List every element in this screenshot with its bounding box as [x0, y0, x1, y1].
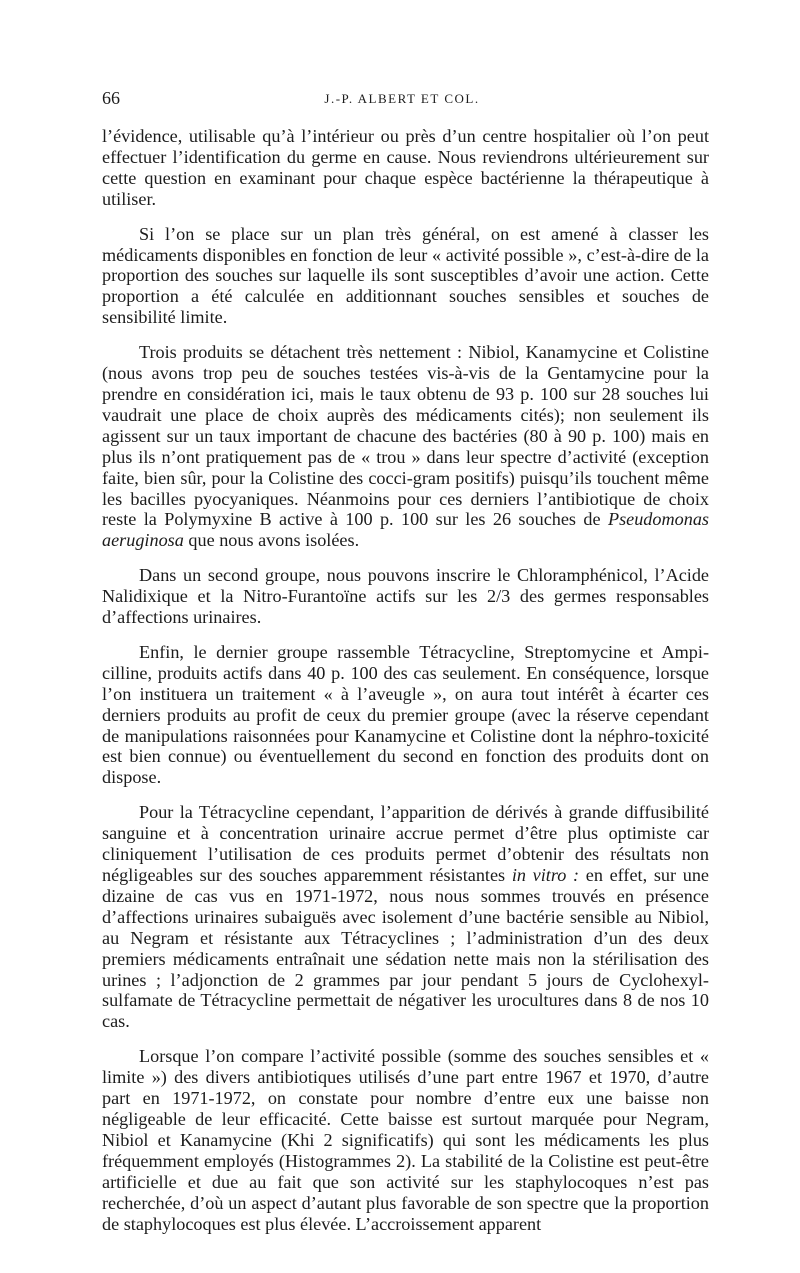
- italic-text: in vitro :: [511, 865, 580, 885]
- text-segment: Dans un second groupe, nous pouvons inscrire le Chloramphénicol, l’Acide Nalidixique et la Nitro-Furantoïne actifs sur les 2/3 des germes responsables d’affections urinaires.: [102, 565, 709, 628]
- body-text: [102, 126, 709, 1248]
- running-head: J.-P. ALBERT ET COL.: [324, 91, 480, 106]
- paragraph: [102, 565, 709, 628]
- text-segment: Trois produits se détachent très nettement : Nibiol, Kanamycine et Colistine (nous avons trop peu de souches testées vis-à-vis de la Gentamycine pour la prendre en considération ici, mais le taux obtenu de 93 p. 100 sur 28 souches lui vaudrait une place de choix auprès des médicaments cités); non seulement ils agissent sur un taux important de chacune des bactéries (80 à 90 p. 100) mais en plus ils n’ont pratiquement pas de « trou » dans leur spectre d’activité (exception faite, bien sûr, pour la Colistine des cocci-gram positifs) puisqu’ils touchent même les bacilles pyocyaniques. Néanmoins pour ces derniers l’antibiotique de choix reste la Polymyxine B active à 100 p. 100 sur les 26 souches de: [102, 342, 709, 530]
- paragraph: [102, 802, 709, 1032]
- page-header: [102, 88, 702, 114]
- paragraph: [102, 342, 709, 551]
- text-segment: que nous avons isolées.: [183, 530, 360, 551]
- text-segment: en effet, sur une dizaine de cas vus en 1971-1972, nous nous sommes trouvés en présence d’affections urinaires subaiguës avec isolement d’une bactérie sensible au Nibiol, au Negram et résistante aux Tétracyclines ; l’administration d’un des deux premiers médicaments entraînait une sédation nette mais non la stérilisation des urines ; l’adjonction de 2 grammes par jour pendant 5 jours de Cyclohexyl-sulfamate de Tétracycline permettait de négativer les urocultures dans 8 de nos 10 cas.: [102, 865, 709, 1032]
- paragraph: [102, 642, 709, 788]
- page-number: 66: [102, 88, 120, 108]
- text-segment: Lorsque l’on compare l’activité possible (somme des souches sensibles et « limite ») des divers antibiotiques utilisés d’une part entre 1967 et 1970, d’autre part en 1971-1972, on constate pour nombre d’entre eux une baisse non négligeable de leur efficacité. Cette baisse est surtout marquée pour Negram, Nibiol et Kanamycine (Khi 2 significatifs) qui sont les médicaments les plus fréquemment employés (Histogrammes 2). La stabilité de la Colistine est peut-être artificielle et due au fait que son activité sur les staphylocoques n’est pas recherchée, d’où un aspect d’autant plus favorable de son spectre que la proportion de staphylocoques est plus élevée. L’accroissement apparent: [102, 1046, 709, 1234]
- text-segment: l’évidence, utilisable qu’à l’intérieur ou près d’un centre hospitalier où l’on peut effectuer l’identification du germe en cause. Nous reviendrons ultérieurement sur cette question en examinant pour chaque espèce bactérienne la thérapeutique à utiliser.: [102, 126, 709, 209]
- text-segment: Si l’on se place sur un plan très général, on est amené à classer les médicaments disponibles en fonction de leur « activité possible », c’est-à-dire de la proportion des souches sur laquelle ils sont susceptibles d’avoir une action. Cette proportion a été calculée en additionnant souches sensibles et souches de sensibilité limite.: [102, 223, 709, 328]
- paragraph: [102, 1046, 709, 1234]
- paragraph: [102, 126, 709, 210]
- text-segment: Enfin, le dernier groupe rassemble Tétracycline, Streptomycine et Ampicilline, produits actifs dans 40 p. 100 des cas seulement. En conséquence, lorsque l’on instituera un traitement « à l’aveugle », on aura tout intérêt à écarter ces derniers produits au profit de ceux du premier groupe (avec la réserve cependant de manipulations raisonnées pour Kanamycine et Colistine dont la néphro-toxicité est bien connue) ou éventuellement du second en fonction des produits dont on dispose.: [102, 641, 709, 788]
- italic-text: Pseudomonas aeruginosa: [102, 509, 709, 551]
- text-segment: Pour la Tétracycline cependant, l’apparition de dérivés à grande diffusibilité sanguine et à concentration urinaire accrue permet d’être plus optimiste car cliniquement l’utilisation de ces produits permet d’obtenir des résultats non négligeables sur des souches apparemment résistantes: [102, 802, 709, 885]
- paragraph: [102, 224, 709, 329]
